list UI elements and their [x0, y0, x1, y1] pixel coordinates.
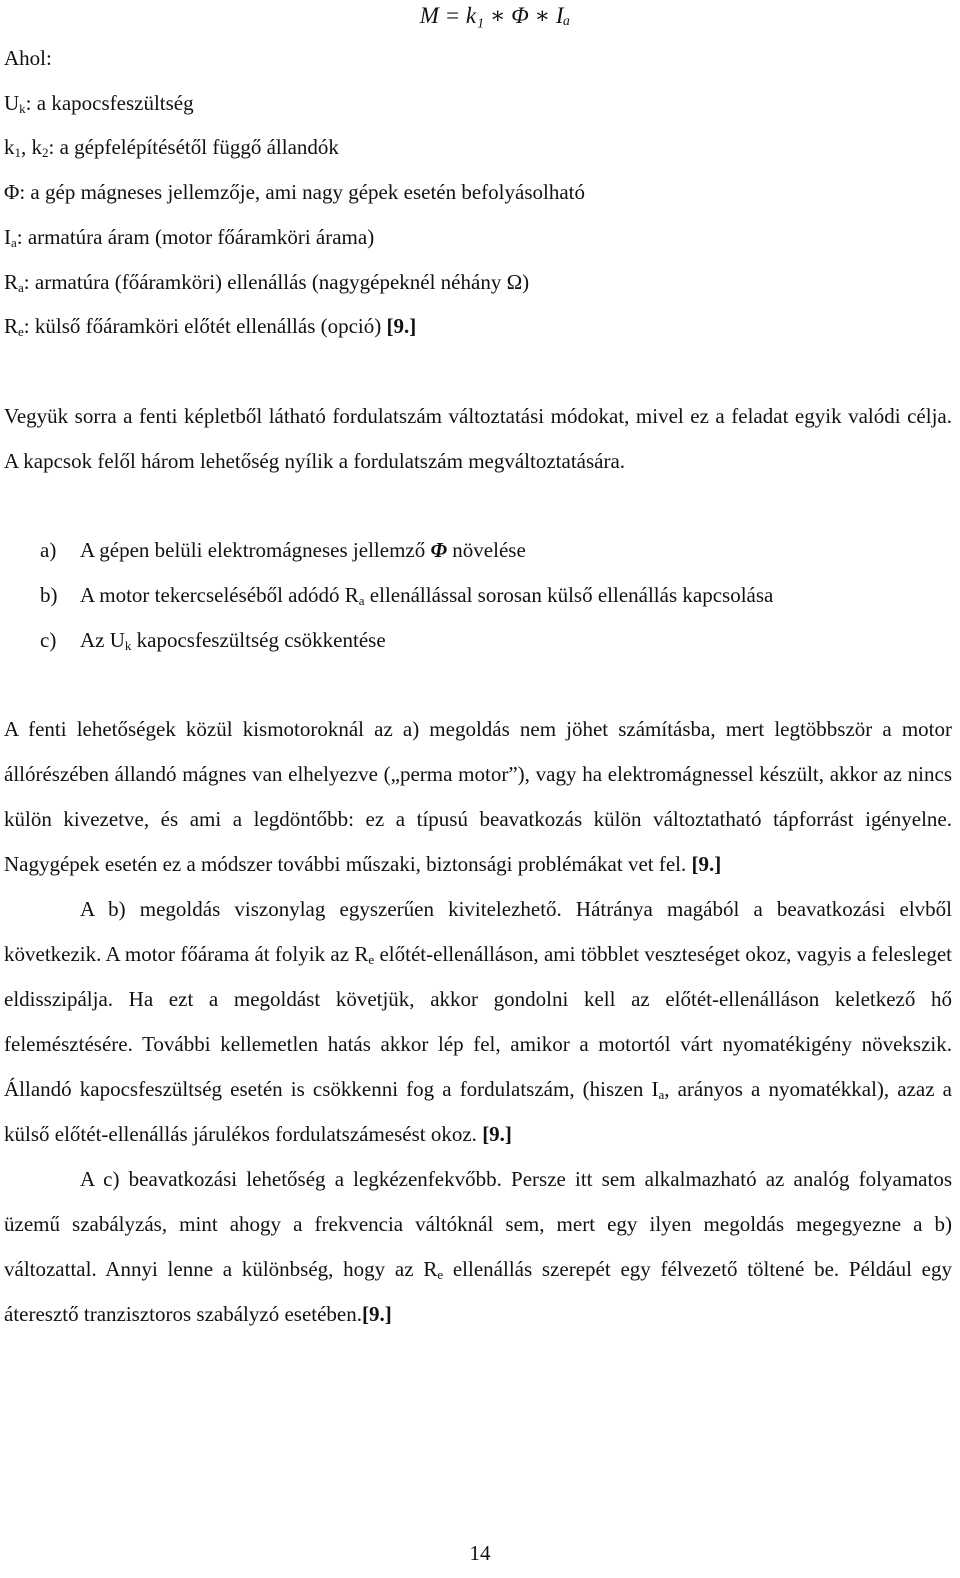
definition-uk: $U_k$: a kapocsfeszültség — [4, 90, 194, 116]
option-a: a) A gépen belüli elektromágneses jellemző Φ növelése — [40, 538, 526, 562]
definition-re: $R_e$: külső főáramköri előtét ellenállás (opció) [9.] — [4, 314, 417, 340]
reference-link: [9.] — [482, 1122, 512, 1146]
paragraph-2: A fenti lehetőségek közül kismotoroknál az a) megoldás nem jöhet számításba, mert legtöbbször a motor állórészében állandó mágnes van elhelyezve („perma motor”), vagy ha elektromágnessel készült, akkor az nincs külön kivezetve, és ami a legdöntőbb: ez a típusú beavatkozás külön változtatható tápforrást igényelne. Nagygépek esetén ez a módszer további műszaki, biztonsági problémákat vet fel. [9.] — [4, 717, 952, 876]
paragraph-3: A b) megoldás viszonylag egyszerűen kivitelezhető. Hátránya magából a beavatkozási elvből következik. A motor főárama át folyik az $R_e$ előtét-ellenálláson, ami többlet veszteséget okoz, vagyis a felesleget eldisszipálja. Ha ezt a megoldást követjük, akkor gondolni kell az előtét-ellenálláson keletkező hő felemésztésére. További kellemetlen hatás akkor lép fel, amikor a motortól várt nyomatékigény növekszik. Állandó kapocsfeszültség esetén is csökkenni fog a fordulatszám, (hiszen $I_a$, arányos a nyomatékkal), azaz a külső előtét-ellenállás járulékos fordulatszámesést okoz. [9.] — [4, 897, 952, 1146]
option-b: b) A motor tekercseléséből adódó $R_a$ ellenállással sorosan külső ellenállás kapcsolása — [40, 583, 774, 608]
reference-link: [9.] — [691, 852, 722, 876]
page-number: 14 — [469, 1541, 491, 1565]
options-list — [4, 528, 952, 663]
formula-text: M = k₁ ∗ Φ ∗ Iₐ — [419, 3, 571, 28]
definitions-intro: Ahol: — [4, 46, 52, 70]
definition-phi: Φ: a gép mágneses jellemzője, ami nagy gépek esetén befolyásolható — [4, 180, 585, 205]
definitions-list — [4, 36, 952, 349]
intro-paragraph — [4, 394, 952, 484]
option-c: c) Az $U_k$ kapocsfeszültség csökkentése — [40, 628, 386, 653]
paragraph-4: A c) beavatkozási lehetőség a legkézenfekvőbb. Persze itt sem alkalmazható az analóg folyamatos üzemű szabályzás, mint ahogy a frekvencia váltóknál sem, mert egy ilyen megoldás megegyezne a b) változattal. Annyi lenne a különbség, hogy az $R_e$ ellenállás szerepét egy félvezető töltené be. Például egy áteresztő tranzisztoros szabályzó esetében.[9.] — [4, 1167, 952, 1326]
torque-formula — [0, 0, 960, 32]
reference-link: [9.] — [386, 314, 417, 339]
definition-ia: $I_a$: armatúra áram (motor főáramköri árama) — [4, 224, 375, 250]
paragraph-1: Vegyük sorra a fenti képletből látható fordulatszám változtatási módokat, mivel ez a feladat egyik valódi célja. A kapcsok felől három lehetőség nyílik a fordulatszám megváltoztatására. — [4, 404, 952, 473]
definition-k12: $k_1$, $k_2$: a gépfelépítésétől függő állandók — [4, 135, 339, 161]
reference-link: [9.] — [362, 1302, 392, 1326]
definition-ra: $R_a$: armatúra (főáramköri) ellenállás (nagygépeknél néhány Ω) — [4, 269, 530, 295]
body-paragraphs — [4, 707, 952, 1337]
